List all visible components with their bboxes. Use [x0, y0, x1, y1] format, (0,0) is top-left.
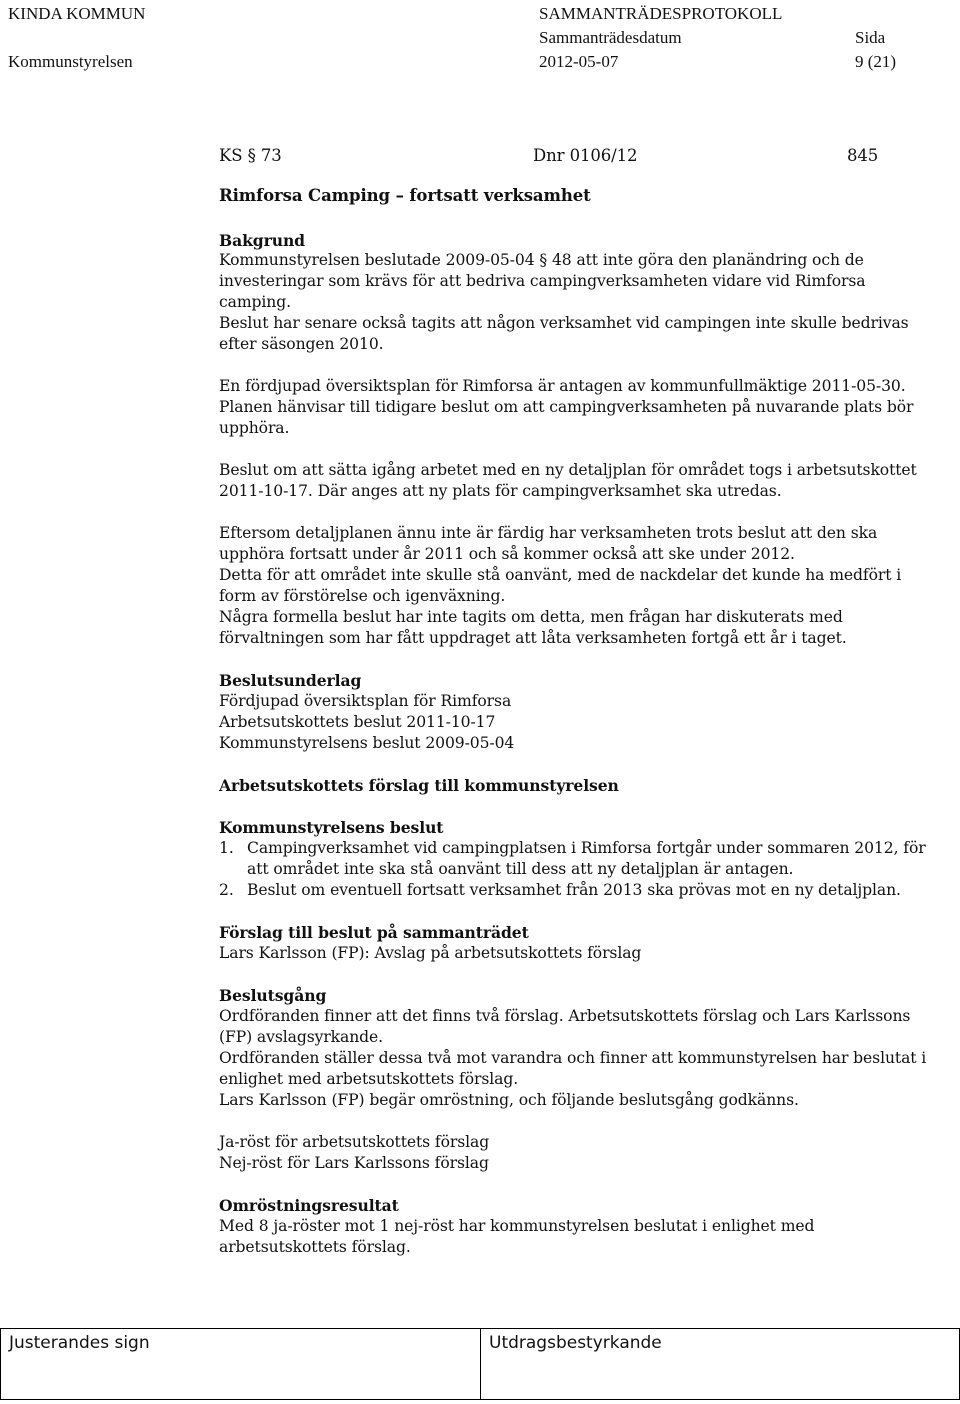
list-item: Arbetsutskottets beslut 2011-10-17: [219, 713, 496, 731]
signature-label: Utdragsbestyrkande: [489, 1333, 662, 1353]
text-line: Eftersom detaljplanen ännu inte är färdig har verksamheten trots beslut att den ska: [219, 524, 878, 542]
case-number: 845: [847, 146, 879, 165]
text-line: form av förstörelse och igenväxning.: [219, 587, 506, 605]
section-heading-omrostning: Omröstningsresultat: [219, 1196, 399, 1215]
text-line: camping.: [219, 293, 291, 311]
case-title: Rimforsa Camping – fortsatt verksamhet: [219, 186, 591, 205]
section-heading-beslutsgang: Beslutsgång: [219, 986, 327, 1005]
signature-box-justerande: [0, 1328, 481, 1400]
text-line: 2011-10-17. Där anges att ny plats för campingverksamhet ska utredas.: [219, 482, 782, 500]
doc-type: SAMMANTRÄDESPROTOKOLL: [539, 4, 783, 23]
signature-box-utdrag: [480, 1328, 960, 1400]
list-item: Kommunstyrelsens beslut 2009-05-04: [219, 734, 515, 752]
vote-option: Ja-röst för arbetsutskottets förslag: [219, 1133, 490, 1151]
section-heading-bakgrund: Bakgrund: [219, 231, 305, 250]
text-line: upphöra.: [219, 419, 290, 437]
text-line: Lars Karlsson (FP) begär omröstning, och följande beslutsgång godkänns.: [219, 1091, 799, 1109]
text-line: efter säsongen 2010.: [219, 335, 384, 353]
text-line: Ordföranden finner att det finns två förslag. Arbetsutskottets förslag och Lars Karlssons: [219, 1007, 911, 1025]
date-label: Sammanträdesdatum: [539, 28, 682, 47]
text-line: Några formella beslut har inte tagits om detta, men frågan har diskuterats med: [219, 608, 843, 626]
org-name: KINDA KOMMUN: [8, 4, 146, 23]
decision-number: 1.: [219, 839, 234, 857]
section-heading-ks-beslut: Kommunstyrelsens beslut: [219, 818, 444, 837]
committee-name: Kommunstyrelsen: [8, 52, 133, 71]
text-line: (FP) avslagsyrkande.: [219, 1028, 384, 1046]
section-heading-forslag-sammantradet: Förslag till beslut på sammanträdet: [219, 923, 529, 942]
meeting-date: 2012-05-07: [539, 52, 619, 71]
text-line: Beslut har senare också tagits att någon verksamhet vid campingen inte skulle bedrivas: [219, 314, 909, 332]
decision-text: att området inte ska stå oanvänt till dess att ny detaljplan är antagen.: [247, 860, 794, 878]
text-line: arbetsutskottets förslag.: [219, 1238, 411, 1256]
text-line: Kommunstyrelsen beslutade 2009-05-04 § 48 att inte göra den planändring och de: [219, 251, 864, 269]
text-line: enlighet med arbetsutskottets förslag.: [219, 1070, 519, 1088]
decision-text: Beslut om eventuell fortsatt verksamhet från 2013 ska prövas mot en ny detaljplan.: [247, 881, 901, 899]
case-paragraph: KS § 73: [219, 146, 282, 165]
text-line: Detta för att området inte skulle stå oanvänt, med de nackdelar det kunde ha medfört i: [219, 566, 902, 584]
text-line: Med 8 ja-röster mot 1 nej-röst har kommunstyrelsen beslutat i enlighet med: [219, 1217, 815, 1235]
page-label: Sida: [855, 28, 886, 47]
text-line: Planen hänvisar till tidigare beslut om att campingverksamheten på nuvarande plats bör: [219, 398, 914, 416]
page-number: 9 (21): [855, 52, 897, 71]
text-line: Beslut om att sätta igång arbetet med en ny detaljplan för området togs i arbetsutskottet: [219, 461, 917, 479]
text-line: Ordföranden ställer dessa två mot varandra och finner att kommunstyrelsen har beslutat i: [219, 1049, 927, 1067]
text-line: En fördjupad översiktsplan för Rimforsa är antagen av kommunfullmäktige 2011-05-30.: [219, 377, 906, 395]
case-dnr: Dnr 0106/12: [533, 146, 638, 165]
section-heading-beslutsunderlag: Beslutsunderlag: [219, 671, 362, 690]
text-line: förvaltningen som har fått uppdraget att låta verksamheten fortgå ett år i taget.: [219, 629, 847, 647]
text-line: investeringar som krävs för att bedriva campingverksamheten vidare vid Rimforsa: [219, 272, 866, 290]
decision-number: 2.: [219, 881, 234, 899]
text-line: Lars Karlsson (FP): Avslag på arbetsutskottets förslag: [219, 944, 642, 962]
decision-text: Campingverksamhet vid campingplatsen i Rimforsa fortgår under sommaren 2012, för: [247, 839, 926, 857]
section-heading-au-forslag: Arbetsutskottets förslag till kommunstyrelsen: [219, 776, 619, 795]
vote-option: Nej-röst för Lars Karlssons förslag: [219, 1154, 489, 1172]
text-line: upphöra fortsatt under år 2011 och så kommer också att ske under 2012.: [219, 545, 795, 563]
signature-label: Justerandes sign: [9, 1333, 150, 1353]
list-item: Fördjupad översiktsplan för Rimforsa: [219, 692, 512, 710]
